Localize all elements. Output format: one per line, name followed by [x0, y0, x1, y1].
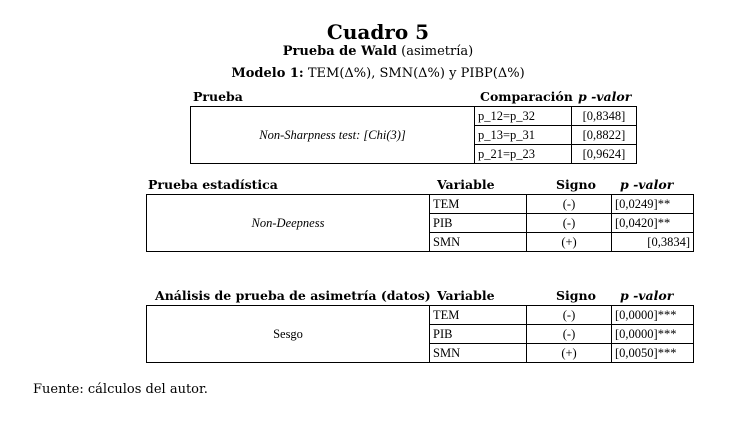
- s2-sign-3: (+): [527, 233, 612, 252]
- subtitle-rest: (asimetría): [401, 44, 474, 59]
- s1-table: [190, 106, 637, 164]
- table-row: [147, 195, 694, 214]
- table-row: [147, 306, 694, 325]
- s2-variable-3: SMN: [430, 233, 527, 252]
- s3-header-test: Análisis de prueba de asimetría (datos): [155, 288, 431, 303]
- s3-variable-3: SMN: [430, 344, 527, 363]
- s2-header-sign: Signo: [556, 177, 596, 192]
- s2-pvalue-1: [0,0249]**: [612, 195, 694, 214]
- s3-sign-1: (-): [527, 306, 612, 325]
- s2-variable-2: PIB: [430, 214, 527, 233]
- s2-table: [146, 194, 694, 252]
- s3-variable-1: TEM: [430, 306, 527, 325]
- s3-pvalue-3: [0,0050]***: [612, 344, 694, 363]
- s1-pvalue-2: [0,8822]: [572, 126, 637, 145]
- s3-sign-3: (+): [527, 344, 612, 363]
- s2-header-pvalue: p -valor: [620, 177, 674, 192]
- s2-header-test: Prueba estadística: [148, 177, 278, 192]
- s1-header-comparison: Comparación: [480, 89, 573, 104]
- s2-variable-1: TEM: [430, 195, 527, 214]
- s2-sign-1: (-): [527, 195, 612, 214]
- s2-sign-2: (-): [527, 214, 612, 233]
- s1-pvalue-3: [0,9624]: [572, 145, 637, 164]
- s1-test-name: Non-Sharpness test: [Chi(3)]: [191, 107, 475, 164]
- source-note: Fuente: cálculos del autor.: [33, 382, 208, 397]
- s2-header-variable: Variable: [437, 177, 495, 192]
- s3-header-variable: Variable: [437, 288, 495, 303]
- s3-sign-2: (-): [527, 325, 612, 344]
- s2-pvalue-2: [0,0420]**: [612, 214, 694, 233]
- s3-pvalue-1: [0,0000]***: [612, 306, 694, 325]
- s3-pvalue-2: [0,0000]***: [612, 325, 694, 344]
- s2-test-name: Non-Deepness: [147, 195, 430, 252]
- s3-header-sign: Signo: [556, 288, 596, 303]
- s1-comparison-1: p_12=p_32: [475, 107, 572, 126]
- model-label: Modelo 1:: [231, 66, 304, 81]
- s1-comparison-2: p_13=p_31: [475, 126, 572, 145]
- s1-header-pvalue: p -valor: [578, 89, 632, 104]
- s2-pvalue-3: [0,3834]: [612, 233, 694, 252]
- table-subtitle: [0, 44, 756, 59]
- s1-comparison-3: p_21=p_23: [475, 145, 572, 164]
- table-title: Cuadro 5: [326, 20, 430, 44]
- s3-test-name: Sesgo: [147, 306, 430, 363]
- model-variables: TEM(Δ%), SMN(Δ%) y PIBP(Δ%): [307, 66, 525, 81]
- s3-variable-2: PIB: [430, 325, 527, 344]
- table-row: [191, 107, 637, 126]
- model-line: [0, 66, 756, 81]
- s3-header-pvalue: p -valor: [620, 288, 674, 303]
- s3-table: [146, 305, 694, 363]
- s1-header-test: Prueba: [193, 89, 243, 104]
- s1-pvalue-1: [0,8348]: [572, 107, 637, 126]
- subtitle-bold: Prueba de Wald: [282, 44, 397, 59]
